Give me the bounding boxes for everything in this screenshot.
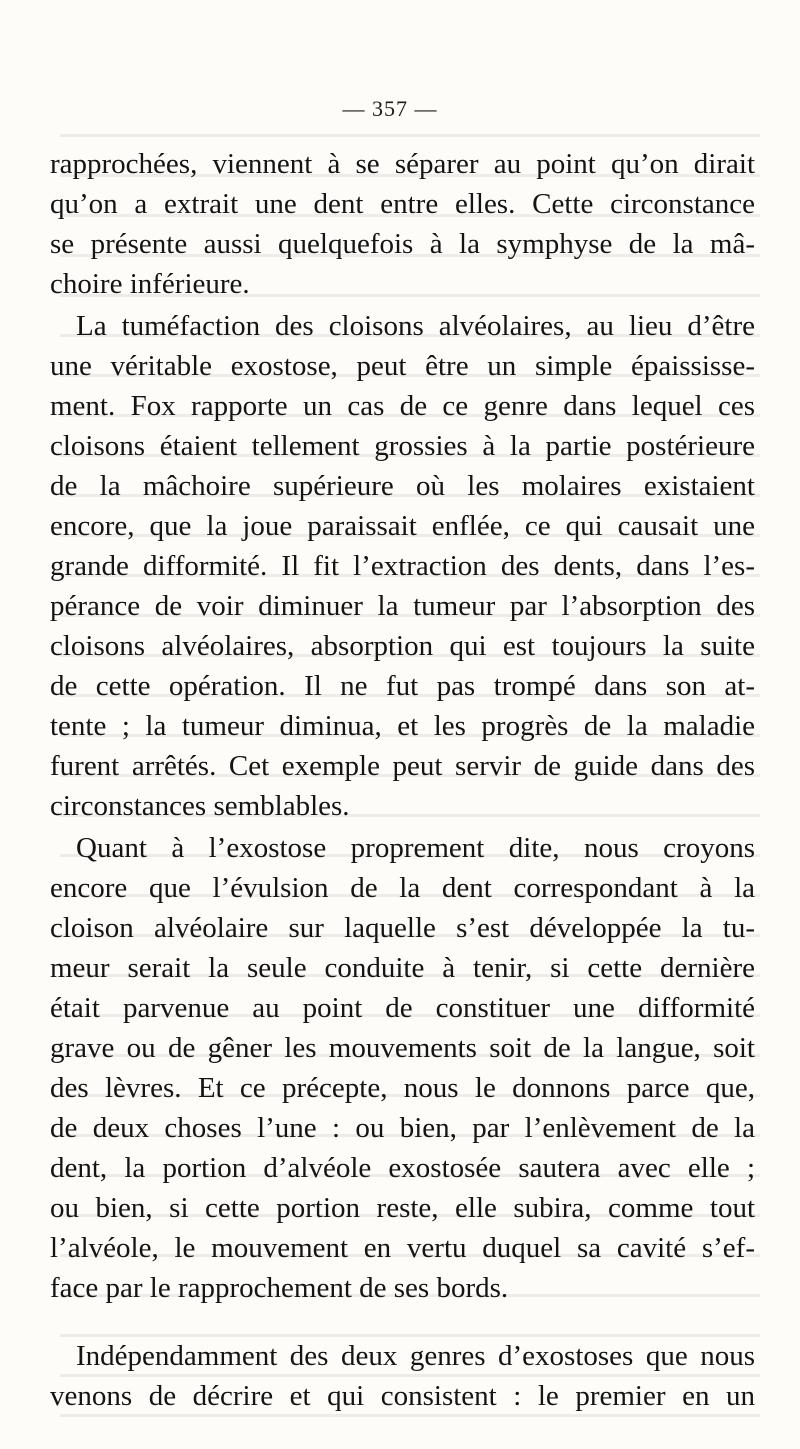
text-line: de la mâchoire supérieure où les molaires existaient [50, 470, 755, 502]
text-line: des lèvres. Et ce précepte, nous le donnons parce que, [50, 1072, 755, 1104]
text-line: furent arrêtés. Cet exemple peut servir de guide dans des [50, 750, 755, 782]
text-line: meur serait la seule conduite à tenir, si cette dernière [50, 952, 755, 984]
text-line: rapprochées, viennent à se séparer au point qu’on dirait [50, 148, 755, 180]
text-line: de deux choses l’une : ou bien, par l’enlèvement de la [50, 1112, 755, 1144]
text-line: grande difformité. Il fit l’extraction des dents, dans l’es- [50, 550, 755, 582]
text-line: face par le rapprochement de ses bords. [50, 1272, 509, 1304]
text-line: encore, que la joue paraissait enflée, ce qui causait une [50, 510, 755, 542]
text-line: tente ; la tumeur diminua, et les progrès de la maladie [50, 710, 755, 742]
text-line: grave ou de gêner les mouvements soit de la langue, soit [50, 1032, 755, 1064]
text-line: cloisons étaient tellement grossies à la partie postérieure [50, 430, 755, 462]
text-line: qu’on a extrait une dent entre elles. Cette circonstance [50, 188, 755, 220]
text-line: circonstances semblables. [50, 790, 350, 822]
text-line: cloison alvéolaire sur laquelle s’est développée la tu- [50, 912, 755, 944]
text-line: une véritable exostose, peut être un simple épaississe- [50, 350, 755, 382]
text-line: l’alvéole, le mouvement en vertu duquel sa cavité s’ef- [50, 1232, 755, 1264]
text-line: venons de décrire et qui consistent : le premier en un [50, 1380, 755, 1412]
text-line: ou bien, si cette portion reste, elle subira, comme tout [50, 1192, 755, 1224]
text-line: choire inférieure. [50, 268, 250, 300]
text-line: cloisons alvéolaires, absorption qui est toujours la suite [50, 630, 755, 662]
text-line: se présente aussi quelquefois à la symphyse de la mâ- [50, 228, 755, 260]
text-line: était parvenue au point de constituer une difformité [50, 992, 755, 1024]
text-line: La tuméfaction des cloisons alvéolaires, au lieu d’être [76, 310, 755, 342]
text-line: ment. Fox rapporte un cas de ce genre dans lequel ces [50, 390, 755, 422]
text-line: Indépendamment des deux genres d’exostoses que nous [76, 1340, 755, 1372]
text-line: pérance de voir diminuer la tumeur par l’absorption des [50, 590, 755, 622]
page-number: — 357 — [342, 96, 438, 121]
text-line: Quant à l’exostose proprement dite, nous croyons [76, 832, 755, 864]
text-line: encore que l’évulsion de la dent correspondant à la [50, 872, 755, 904]
text-line: de cette opération. Il ne fut pas trompé dans son at- [50, 670, 755, 702]
text-line: dent, la portion d’alvéole exostosée sautera avec elle ; [50, 1152, 755, 1184]
